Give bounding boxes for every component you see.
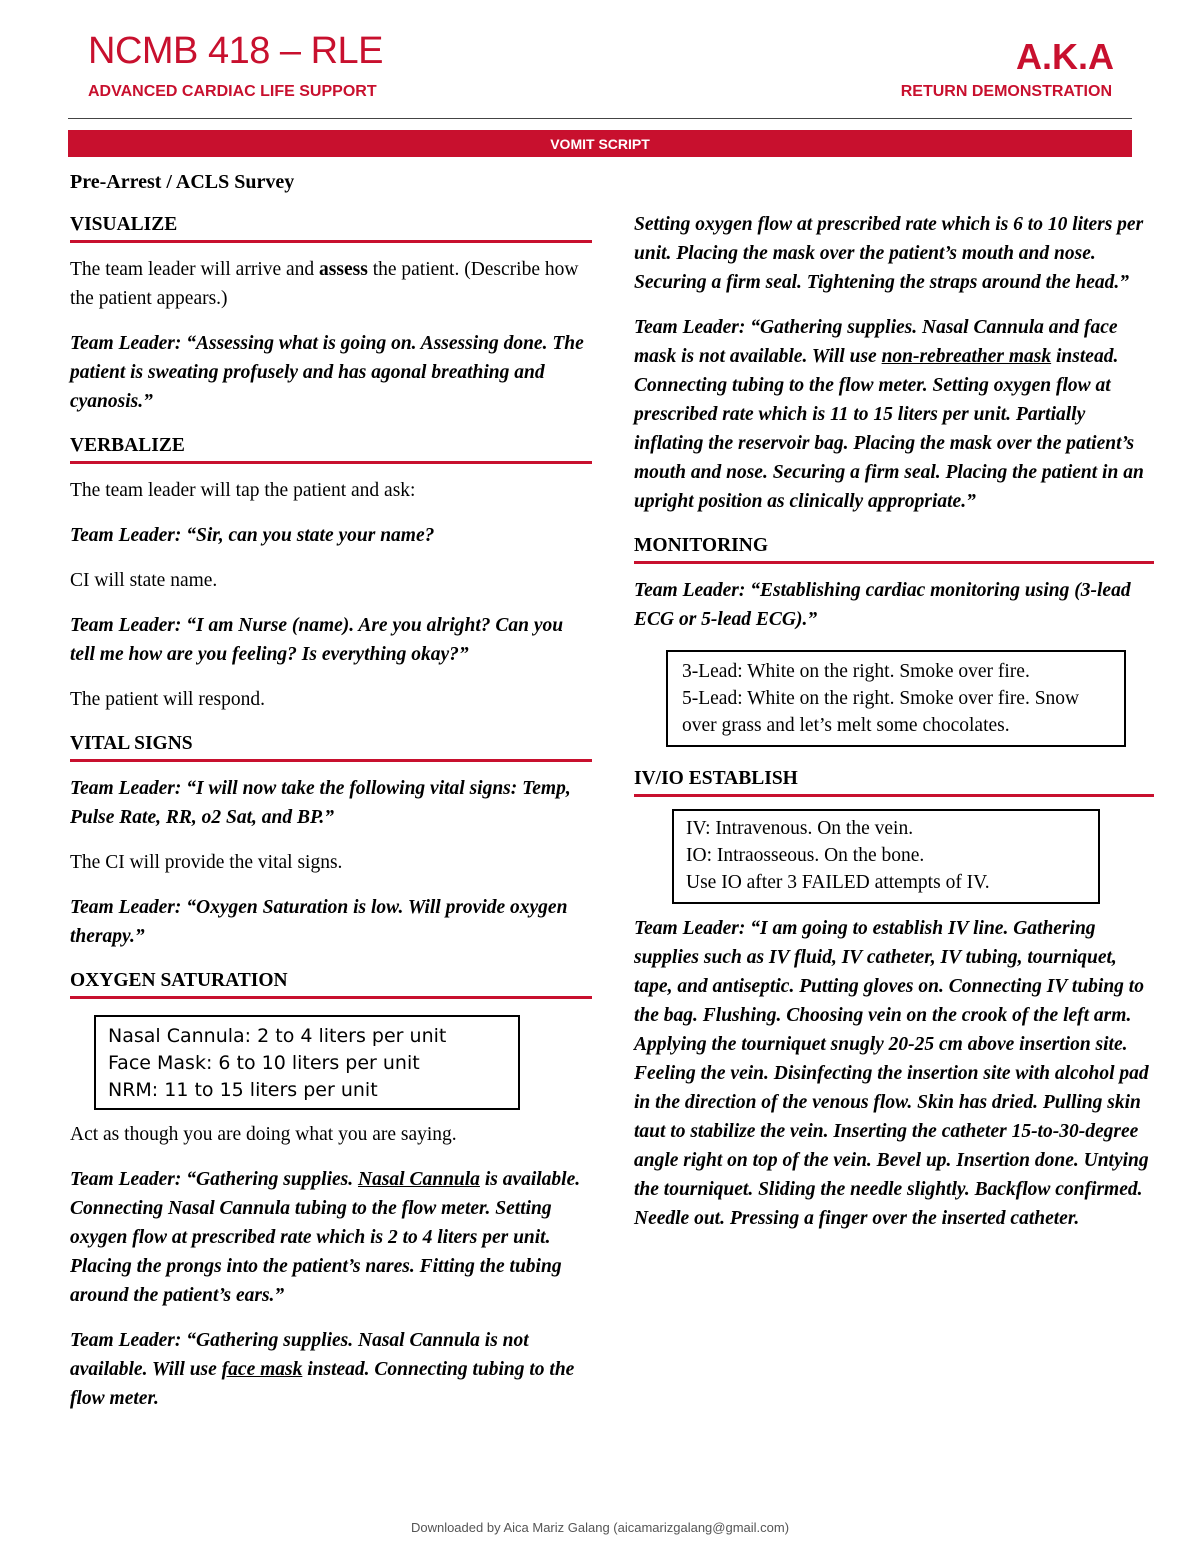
script-banner: VOMIT SCRIPT [68, 130, 1132, 157]
right-column [634, 210, 1154, 1249]
ecg-mnemonic-box [666, 650, 1126, 747]
section-heading-iv-io: IV/IO ESTABLISH [634, 765, 1154, 797]
monitoring-line: Team Leader: “Establishing cardiac monitoring using (3-lead ECG or 5-lead ECG).” [634, 580, 1131, 630]
verbalize-note: CI will state name. [70, 570, 218, 591]
header-divider [68, 118, 1132, 119]
section-heading-oxygen: OXYGEN SATURATION [70, 967, 592, 999]
section-heading-verbalize: VERBALIZE [70, 432, 592, 464]
oxygen-rate-item: Nasal Cannula: 2 to 4 liters per unit [108, 1025, 447, 1047]
verbalize-line: Team Leader: “I am Nurse (name). Are you alright? Can you tell me how are you feeling? Is everything okay?” [70, 615, 564, 665]
oxygen-line: Team Leader: “Gathering supplies. Nasal Cannula is available. Connecting Nasal Cannula tubing to the flow meter. Setting oxygen flow at prescribed rate which is 2 to 4 liters per unit. Placing the prongs into the patient’s nares. Fitting the tubing around the patient’s ears.” [70, 1169, 581, 1306]
visualize-instruction: The team leader will arrive and assess the patient. (Describe how the patient appears.) [70, 259, 579, 309]
iv-line: Team Leader: “I am going to establish IV line. Gathering supplies such as IV fluid, IV catheter, IV tubing, tourniquet, tape, and antiseptic. Putting gloves on. Connecting IV tubing to the bag. Flushing. Choosing vein on the crook of the left arm. Applying the tourniquet snugly 20-25 cm above insertion site. Feeling the vein. Disinfecting the insertion site with alcohol pad in the direction of the venous flow. Skin has dried. Pulling skin taut to stabilize the vein. Inserting the catheter 15-to-30-degree angle right on top of the vein. Bevel up. Insertion done. Untying the tourniquet. Sliding the needle slightly. Backflow confirmed. Needle out. Pressing a finger over the inserted catheter. [634, 918, 1149, 1229]
iv-io-item: Use IO after 3 FAILED attempts of IV. [686, 872, 990, 893]
verbalize-note: The patient will respond. [70, 689, 265, 710]
oxygen-line-continued: Setting oxygen flow at prescribed rate which is 6 to 10 liters per unit. Placing the mask over the patient’s mouth and nose. Securing a firm seal. Tightening the straps around the head.” [634, 214, 1144, 293]
oxygen-line: Team Leader: “Gathering supplies. Nasal Cannula and face mask is not available. Will use non-rebreather mask instead. Connecting tubing to the flow meter. Setting oxygen flow at prescribed rate which is 11 to 15 liters per unit. Partially inflating the reservoir bag. Placing the mask over the patient’s mouth and nose. Securing a firm seal. Placing the patient in an upright position as clinically appropriate.” [634, 317, 1144, 512]
survey-title: Pre-Arrest / ACLS Survey [70, 171, 295, 193]
section-heading-visualize: VISUALIZE [70, 211, 592, 243]
verbalize-line: Team Leader: “Sir, can you state your name? [70, 525, 435, 546]
ecg-mnemonic-item: 3-Lead: White on the right. Smoke over fire. [682, 661, 1030, 682]
section-heading-vital-signs: VITAL SIGNS [70, 730, 592, 762]
oxygen-line: Team Leader: “Gathering supplies. Nasal Cannula is not available. Will use face mask instead. Connecting tubing to the flow meter. [70, 1330, 575, 1409]
course-subtitle: ADVANCED CARDIAC LIFE SUPPORT [88, 83, 377, 100]
iv-io-box [672, 809, 1100, 904]
left-column [70, 168, 592, 1429]
section-heading-monitoring: MONITORING [634, 532, 1154, 564]
return-demo-label: RETURN DEMONSTRATION [900, 83, 1112, 100]
iv-io-item: IO: Intraosseous. On the bone. [686, 845, 925, 866]
oxygen-rate-item: NRM: 11 to 15 liters per unit [108, 1079, 378, 1101]
vital-signs-line: Team Leader: “I will now take the following vital signs: Temp, Pulse Rate, RR, o2 Sat, and BP.” [70, 778, 571, 828]
page-title: NCMB 418 – RLE [88, 30, 384, 72]
iv-io-item: IV: Intravenous. On the vein. [686, 818, 914, 839]
download-footer: Downloaded by Aica Mariz Galang (aicamarizgalang@gmail.com) [410, 1520, 790, 1535]
oxygen-rate-item: Face Mask: 6 to 10 liters per unit [108, 1052, 420, 1074]
aka-label: A.K.A [1016, 36, 1114, 77]
visualize-line: Team Leader: “Assessing what is going on. Assessing done. The patient is sweating profusely and has agonal breathing and cyanosis.” [70, 333, 584, 412]
verbalize-instruction: The team leader will tap the patient and ask: [70, 480, 416, 501]
vital-signs-note: The CI will provide the vital signs. [70, 852, 343, 873]
oxygen-rates-box [94, 1015, 520, 1110]
ecg-mnemonic-item: 5-Lead: White on the right. Smoke over fire. Snow over grass and let’s melt some chocolates. [682, 688, 1080, 736]
vital-signs-line: Team Leader: “Oxygen Saturation is low. Will provide oxygen therapy.” [70, 897, 568, 947]
oxygen-instruction: Act as though you are doing what you are saying. [70, 1124, 457, 1145]
